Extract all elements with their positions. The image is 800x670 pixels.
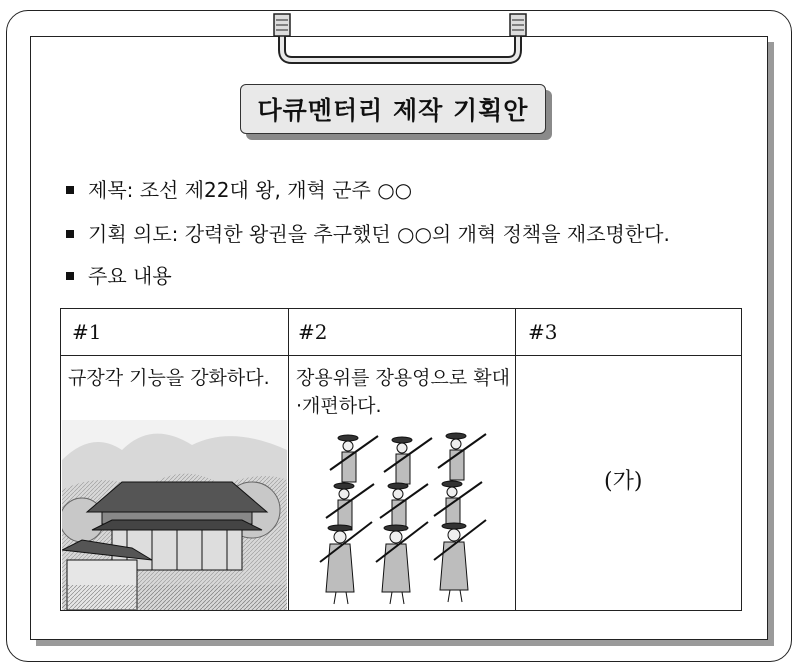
square-bullet-icon: [66, 272, 74, 280]
bullet-main-content: [66, 264, 172, 288]
table-header-2: #2: [298, 320, 328, 344]
table-cell-3-blank: (가): [604, 469, 643, 494]
table-header-divider: [61, 355, 741, 356]
soldiers-with-rifles-illustration-icon: [300, 422, 505, 608]
bullet-text: 제목: 조선 제22대 왕, 개혁 군주 ○○: [88, 178, 413, 202]
bullet-text: 주요 내용: [88, 264, 172, 288]
square-bullet-icon: [66, 230, 74, 238]
palace-pavilion-illustration-icon: [62, 420, 287, 610]
bullet-intent: [66, 222, 670, 246]
table-cell-2: 장용위를 장용영으로 확대·개편하다.: [296, 367, 510, 417]
document-title: 다큐멘터리 제작 기획안: [240, 84, 546, 134]
square-bullet-icon: [66, 186, 74, 194]
table-cell-1: 규장각 기능을 강화하다.: [68, 367, 270, 389]
table-header-1: #1: [72, 320, 102, 344]
table-header-3: #3: [528, 320, 558, 344]
clipboard-handle-icon: [270, 12, 530, 64]
bullet-title: [66, 178, 412, 202]
bullet-text: 기획 의도: 강력한 왕권을 추구했던 ○○의 개혁 정책을 재조명한다.: [88, 222, 670, 246]
